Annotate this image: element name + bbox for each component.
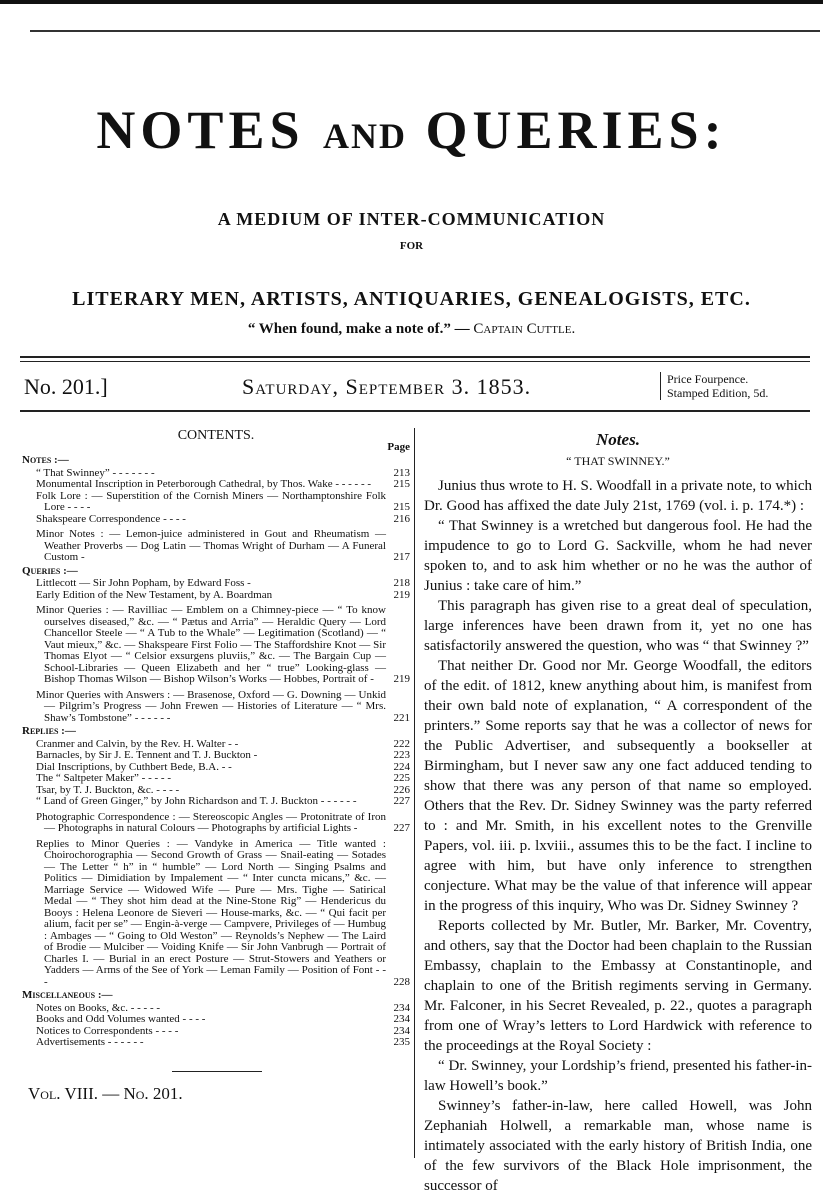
contents-section-label: Miscellaneous :— [22,989,113,1001]
motto-attribution: Captain Cuttle. [473,321,576,337]
article-heading: “ THAT SWINNEY.” [566,454,670,468]
entry-page: 223 [393,749,410,761]
price [660,372,768,400]
entry-page: 226 [393,783,410,796]
entry-page: 213 [393,466,410,479]
contents-entry [36,690,410,725]
entry-page: 219 [393,673,410,685]
entry-page: 225 [393,772,410,784]
contents-entry [36,812,410,835]
article-paragraph: That neither Dr. Good nor Mr. George Woodfall, the editors of the edit. of 1812, knew anything about him, is manifest from their own bald note of explanation, “ A correspondent of the printers.” Some reports say that he was a collector of news for the Public Advertiser, and subsequently a bookseller at Birmingham, but I never saw any one fact adduced tending to show that there was any person of that name so employed. Others that the Rev. Dr. Sidney Swinney was the party referred to : and Mr. Smith, in his excellent notes to the Grenville Papers, vol. iii. p. lxviii., assumes this to be the fact. I incline to agree with him, but have only inference to strengthen conjecture. What may be the value of that inference will appear in the progress of this inquiry, Who was Dr. Sidney Swinney ? [424,658,812,914]
contents-section-label: Notes :— [22,454,69,466]
entry-title: Books and Odd Volumes wanted - - - - [36,1013,206,1025]
entry-page: 219 [393,588,410,601]
entry-page: 221 [393,711,410,724]
contents-entry [36,796,410,808]
entry-title: Shakspeare Correspondence - - - - [36,512,186,525]
contents-section-label: Queries :— [22,564,78,577]
entry-title: Dial Inscriptions, by Cuthbert Bede, B.A. - - [36,760,232,773]
article-paragraph: “ That Swinney is a wretched but dangerous fool. He had the impudence to go to Lord G. Sackville, whom he had never spoken to, and to ask him whether or no he was the author of Junius : take care of him.” [424,518,812,594]
entry-title: Folk Lore : — Superstition of the Cornish Miners — Northamptonshire Folk Lore - - - - [36,489,386,513]
entry-page: 218 [393,577,410,589]
entry-page: 227 [393,795,410,807]
scan-edge [0,0,823,4]
top-rule [30,30,820,32]
entry-page: 224 [393,760,410,773]
entry-page: 228 [393,975,410,988]
article [424,430,812,1196]
entry-title: Minor Queries with Answers : — Brasenose, Oxford — G. Downing — Unkid — Pilgrim’s Progress — John Frewen — Histories of Literature — “ Mrs. Shaw’s Tombstone” - - - - - - [36,688,386,724]
volume-number: Vol. VIII. — No. 201. [28,1083,183,1103]
contents-entry [36,590,410,602]
entry-page: 234 [393,1024,410,1037]
price-regular: Price Fourpence. [667,372,749,386]
article-paragraph: “ Dr. Swinney, your Lordship’s friend, presented his father-in-law Howell’s book.” [424,1058,812,1094]
entry-page: 215 [393,478,410,490]
contents-entry [36,578,410,590]
entry-page: 217 [393,551,410,563]
column-divider [414,428,415,1158]
entry-title: Littlecott — Sir John Popham, by Edward Foss - [36,577,251,589]
issue-number: No. 201.] [24,374,108,399]
entry-page: 215 [393,501,410,513]
contents-entry [36,750,410,762]
rule [20,356,810,358]
entry-title: Cranmer and Calvin, by the Rev. H. Walter - - [36,737,239,750]
entry-page: 222 [393,737,410,750]
issue-line [20,374,810,404]
contents-entry [36,1014,410,1026]
entry-page: 227 [393,822,410,834]
article-paragraph: Junius thus wrote to H. S. Woodfall in a private note, to which Dr. Good has affixed the date July 21st, 1769 (vol. i. p. 174.*) : [424,478,812,514]
entry-title: The “ Saltpeter Maker” - - - - - [36,772,171,784]
entry-title: Tsar, by T. J. Buckton, &c. - - - - [36,783,180,796]
entry-title: “ Land of Green Ginger,” by John Richardson and T. J. Buckton - - - - - - [36,795,357,807]
entry-title: Monumental Inscription in Peterborough Cathedral, by Thos. Wake - - - - - - [36,478,372,490]
motto-quote: “ When found, make a note of.” — [247,321,474,337]
rule [172,1071,262,1072]
entry-title: Notes on Books, &c. - - - - - [36,1001,161,1014]
entry-page: 234 [393,1001,410,1014]
entry-title: Photographic Correspondence : — Stereoscopic Angles — Protonitrate of Iron — Photographs in natural Colours — Photographs by artificial Lights - [36,810,386,834]
entry-title: Minor Notes : — Lemon-juice administered in Gout and Rheumatism — Weather Proverbs — Dog Latin — Thomas Wright of Durham — A Funeral Custom - [36,528,386,563]
page-column-label: Page [387,441,410,453]
entry-page: 235 [393,1036,410,1048]
article-paragraph: Swinney’s father-in-law, here called Howell, was John Zephaniah Holwell, a remarkable man, whose name is intimately associated with the early history of British India, one of the few survivors of the Black Hole imprisonment, the successor of [424,1098,812,1194]
article-paragraph: This paragraph has given rise to a great deal of speculation, large inferences have been drawn from it, yet no one has satisfactorily answered the question, who was “ that Swinney ?” [424,598,812,654]
title-queries: QUERIES: [425,100,727,160]
issue-date: Saturday, September 3. 1853. [242,374,532,399]
price-stamped: Stamped Edition, 5d. [667,386,769,400]
entry-title: Early Edition of the New Testament, by A. Boardman [36,588,273,601]
entry-title: Replies to Minor Queries : — Vandyke in America — Title wanted : Choirochorographia — Second Growth of Grass — Snail-eating — Sotades — The Letter “ h” in “ humble” — Lord North — Singing Psalms and Politics — Dimidiation by Impalement — “ Inter cuncta micans,” &c. — Marriage Service — Widowed Wife — Pure — Mrs. Tighe — Satirical Medal — “ They shot him dead at the Nine-Stone Rig” — Hendericus du Booys : Helena Leonore de Sieveri — House-marks, &c. — “ Qui facit per alium, facit per se” — Engin-à-verge — Campvere, Privileges of — Humbug : Ambages — “ Going to Old Weston” — Reynolds’s Nephew — The Laird of Brodie — Mulciber — Voiding Knife — Sir John Vanbrugh — Portrait of Charles I. — Burial in an erect Posture — Strut-Stowers and Yeathers or Yadders — Arms of the See of York — Leman Family — Position of Font - - - [36,837,386,988]
contents-entry [36,491,410,514]
article-paragraph: Reports collected by Mr. Butler, Mr. Barker, Mr. Coventry, and others, say that the Doctor had been chaplain to the Russian Embassy, chaplain to the Embassy at Constantinople, and chaplain to one of the British regiments serving in Germany. Mr. Falconer, in his Secret Revealed, p. 22., quotes a paragraph from one of Wray’s letters to Lord Hardwick with reference to the proceedings at the Royal Society : [424,918,812,1054]
rule [20,361,810,362]
contents-entry [36,514,410,526]
entry-title: Advertisements - - - - - - [36,1036,144,1048]
contents-entry [36,839,410,989]
title-notes: NOTES [96,100,305,160]
contents-entry [36,1037,410,1049]
title-and: AND [323,116,407,156]
entry-page: 216 [393,512,410,525]
entry-title: Notices to Correspondents - - - - [36,1024,179,1037]
contents-entry [36,605,410,686]
masthead-motto [0,320,823,338]
masthead-title [0,100,823,166]
section-heading: Notes. [596,430,640,449]
contents-entry [36,529,410,564]
masthead-for: FOR [399,240,424,252]
contents-entry [36,773,410,785]
contents-section-label: Replies :— [22,725,76,737]
entry-title: Minor Queries : — Ravilliac — Emblem on a Chimney-piece — “ To know ourselves diseased,” &c. — “ Pætus and Arria” — Heraldic Query — Lord Chancellor Steele — “ A Tub to the Whale” — Legitimation (Scotland) — “ Vaut mieux,” &c. — Shakspeare First Folio — The Staffordshire Knot — Sir Thomas Elyot — “ Celsior exsurgens pluviis,” &c. — The Bargain Cup — School-Libraries — Queen Elizabeth and her “ true” Looking-glass — Bishop Thomas Wilson — Bishop Wilson’s Works — Hobbes, Portrait of - [36,604,386,685]
contents [22,428,410,1104]
entry-page: 234 [393,1013,410,1025]
contents-title: CONTENTS. [177,428,255,443]
entry-title: “ That Swinney” - - - - - - - [36,466,155,479]
rule [20,410,810,412]
masthead-audience: LITERARY MEN, ARTISTS, ANTIQUARIES, GENEALOGISTS, ETC. [72,288,751,310]
entry-title: Barnacles, by Sir J. E. Tennent and T. J. Buckton - [36,749,258,761]
masthead-subtitle: A MEDIUM OF INTER-COMMUNICATION [217,209,606,229]
contents-entry [36,479,410,491]
